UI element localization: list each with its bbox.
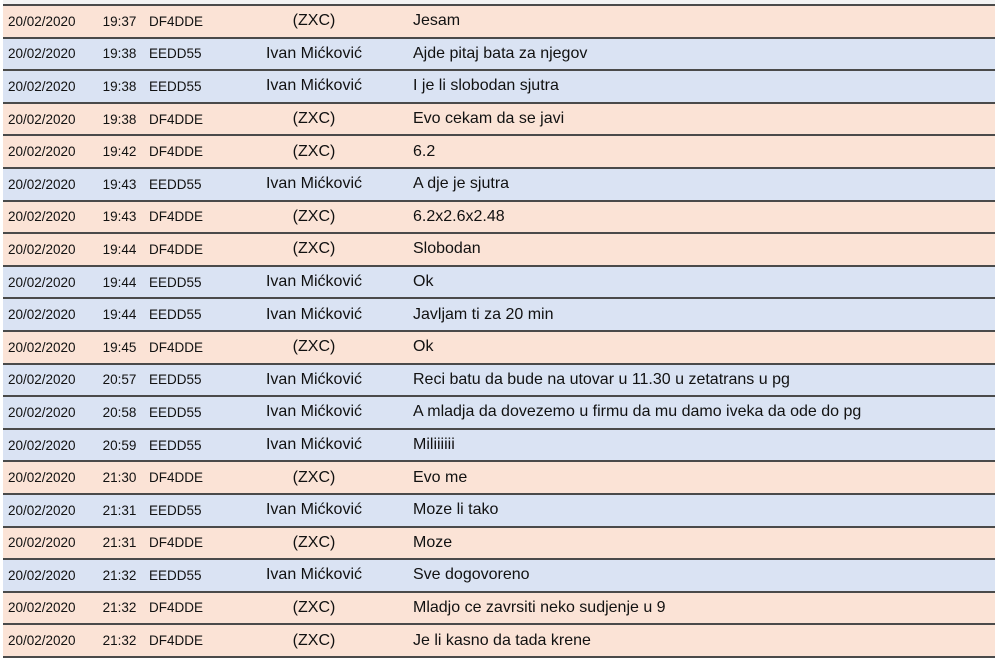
- cell-time: 19:43: [96, 168, 143, 201]
- cell-date: 20/02/2020: [3, 38, 96, 71]
- cell-time: 19:38: [96, 103, 143, 136]
- cell-message: Evo cekam da se javi: [389, 103, 995, 136]
- cell-time: 19:44: [96, 233, 143, 266]
- cell-sender-name: Ivan Mićković: [239, 396, 389, 429]
- cell-sender-id: DF4DDE: [143, 461, 239, 494]
- cell-message: Moze li tako: [389, 494, 995, 527]
- cell-message: Moze: [389, 527, 995, 560]
- table-row: [3, 331, 995, 364]
- cell-sender-id: EEDD55: [143, 298, 239, 331]
- cell-message: Mladjo ce zavrsiti neko sudjenje u 9: [389, 592, 995, 625]
- cell-sender-id: DF4DDE: [143, 201, 239, 234]
- cell-sender-name: (ZXC): [239, 624, 389, 657]
- cell-sender-id: DF4DDE: [143, 103, 239, 136]
- cell-date: 20/02/2020: [3, 429, 96, 462]
- cell-date: 20/02/2020: [3, 364, 96, 397]
- table-row: [3, 527, 995, 560]
- table-row: [3, 364, 995, 397]
- table-row: [3, 103, 995, 136]
- cell-date: 20/02/2020: [3, 396, 96, 429]
- cell-time: 20:59: [96, 429, 143, 462]
- cell-date: 20/02/2020: [3, 135, 96, 168]
- cell-message: 6.2: [389, 135, 995, 168]
- cell-message: Je li kasno da tada krene: [389, 624, 995, 657]
- cell-sender-id: EEDD55: [143, 429, 239, 462]
- table-row: [3, 559, 995, 592]
- table-row: [3, 592, 995, 625]
- cell-sender-name: (ZXC): [239, 5, 389, 38]
- cell-message: A mladja da dovezemo u firmu da mu damo iveka da ode do pg: [389, 396, 995, 429]
- cell-sender-id: EEDD55: [143, 168, 239, 201]
- cell-sender-name: Ivan Mićković: [239, 298, 389, 331]
- cell-message: Javljam ti za 20 min: [389, 298, 995, 331]
- cell-sender-id: DF4DDE: [143, 527, 239, 560]
- cell-message: A dje je sjutra: [389, 168, 995, 201]
- cell-sender-name: Ivan Mićković: [239, 70, 389, 103]
- cell-time: 19:38: [96, 38, 143, 71]
- cell-sender-name: (ZXC): [239, 201, 389, 234]
- cell-message: Reci batu da bude na utovar u 11.30 u zetatrans u pg: [389, 364, 995, 397]
- cell-time: 21:31: [96, 494, 143, 527]
- cell-time: 19:42: [96, 135, 143, 168]
- cell-message: Ok: [389, 266, 995, 299]
- cell-sender-id: EEDD55: [143, 266, 239, 299]
- table-row: [3, 168, 995, 201]
- cell-sender-name: Ivan Mićković: [239, 266, 389, 299]
- cell-sender-id: DF4DDE: [143, 233, 239, 266]
- cell-message: Slobodan: [389, 233, 995, 266]
- cell-message: Sve dogovoreno: [389, 559, 995, 592]
- cell-date: 20/02/2020: [3, 201, 96, 234]
- table-row: [3, 624, 995, 657]
- cell-message: Miliiiiii: [389, 429, 995, 462]
- cell-time: 19:37: [96, 5, 143, 38]
- table-row: [3, 38, 995, 71]
- table-row: [3, 5, 995, 38]
- cell-message: Ok: [389, 331, 995, 364]
- cell-sender-id: EEDD55: [143, 559, 239, 592]
- cell-date: 20/02/2020: [3, 168, 96, 201]
- cell-time: 21:30: [96, 461, 143, 494]
- cell-sender-name: Ivan Mićković: [239, 168, 389, 201]
- cell-time: 19:44: [96, 298, 143, 331]
- cell-date: 20/02/2020: [3, 70, 96, 103]
- cell-date: 20/02/2020: [3, 331, 96, 364]
- cell-time: 19:44: [96, 266, 143, 299]
- cell-date: 20/02/2020: [3, 103, 96, 136]
- cell-sender-id: DF4DDE: [143, 331, 239, 364]
- cell-date: 20/02/2020: [3, 461, 96, 494]
- cell-sender-name: (ZXC): [239, 527, 389, 560]
- cell-sender-id: EEDD55: [143, 70, 239, 103]
- cell-sender-name: (ZXC): [239, 233, 389, 266]
- table-row: [3, 298, 995, 331]
- table-row: [3, 70, 995, 103]
- cell-sender-name: (ZXC): [239, 135, 389, 168]
- cell-sender-name: (ZXC): [239, 331, 389, 364]
- cell-date: 20/02/2020: [3, 559, 96, 592]
- cell-sender-name: Ivan Mićković: [239, 494, 389, 527]
- table-row: [3, 233, 995, 266]
- cell-sender-id: EEDD55: [143, 494, 239, 527]
- cell-date: 20/02/2020: [3, 233, 96, 266]
- message-log-body: [3, 5, 995, 657]
- cell-date: 20/02/2020: [3, 5, 96, 38]
- table-row: [3, 461, 995, 494]
- cell-time: 19:38: [96, 70, 143, 103]
- cell-sender-id: DF4DDE: [143, 135, 239, 168]
- cell-sender-name: Ivan Mićković: [239, 364, 389, 397]
- cell-sender-name: Ivan Mićković: [239, 429, 389, 462]
- cell-time: 21:32: [96, 559, 143, 592]
- cell-sender-name: (ZXC): [239, 461, 389, 494]
- table-row: [3, 429, 995, 462]
- table-row: [3, 135, 995, 168]
- cell-sender-name: (ZXC): [239, 592, 389, 625]
- cell-sender-id: DF4DDE: [143, 592, 239, 625]
- cell-sender-id: DF4DDE: [143, 5, 239, 38]
- cell-date: 20/02/2020: [3, 592, 96, 625]
- cell-date: 20/02/2020: [3, 266, 96, 299]
- cell-sender-id: EEDD55: [143, 364, 239, 397]
- cell-date: 20/02/2020: [3, 624, 96, 657]
- table-row: [3, 494, 995, 527]
- cell-sender-name: Ivan Mićković: [239, 38, 389, 71]
- cell-time: 21:32: [96, 624, 143, 657]
- cell-sender-name: (ZXC): [239, 103, 389, 136]
- cell-time: 20:58: [96, 396, 143, 429]
- cell-time: 19:43: [96, 201, 143, 234]
- cell-date: 20/02/2020: [3, 298, 96, 331]
- cell-message: Jesam: [389, 5, 995, 38]
- cell-date: 20/02/2020: [3, 494, 96, 527]
- cell-message: I je li slobodan sjutra: [389, 70, 995, 103]
- message-log-table: [3, 4, 995, 658]
- cell-time: 20:57: [96, 364, 143, 397]
- cell-time: 21:31: [96, 527, 143, 560]
- cell-date: 20/02/2020: [3, 527, 96, 560]
- cell-time: 21:32: [96, 592, 143, 625]
- cell-sender-id: DF4DDE: [143, 624, 239, 657]
- cell-sender-id: EEDD55: [143, 38, 239, 71]
- table-row: [3, 266, 995, 299]
- cell-time: 19:45: [96, 331, 143, 364]
- cell-sender-name: Ivan Mićković: [239, 559, 389, 592]
- cell-message: Evo me: [389, 461, 995, 494]
- table-row: [3, 396, 995, 429]
- cell-message: Ajde pitaj bata za njegov: [389, 38, 995, 71]
- table-row: [3, 201, 995, 234]
- cell-sender-id: EEDD55: [143, 396, 239, 429]
- cell-message: 6.2x2.6x2.48: [389, 201, 995, 234]
